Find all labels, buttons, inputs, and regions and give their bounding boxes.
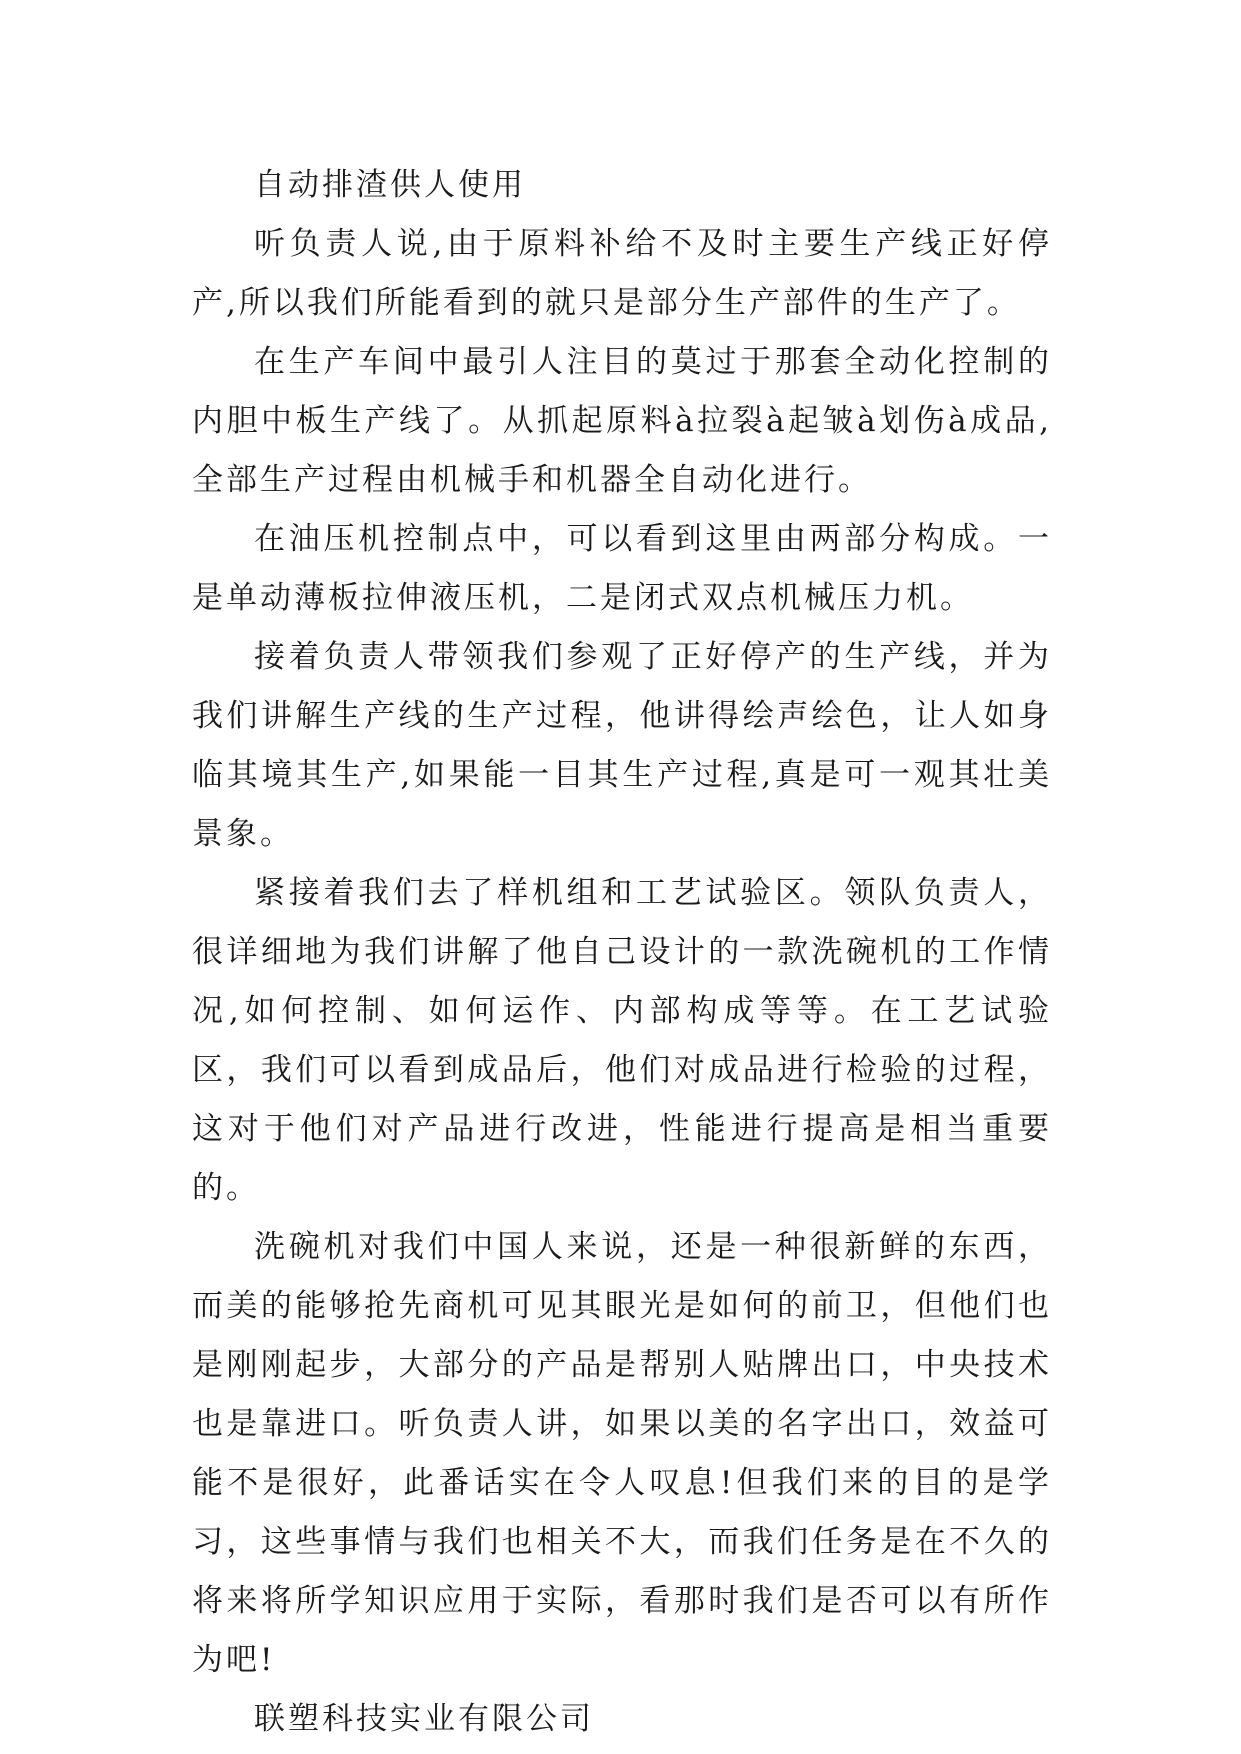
- document-body: [192, 156, 1052, 1749]
- company-name-line: 联塑科技实业有限公司: [254, 1701, 594, 1737]
- paragraph: 接着负责人带领我们参观了正好停产的生产线，并为我们讲解生产线的生产过程，他讲得绘声绘色，让人如身临其境其生产,如果能一目其生产过程,真是可一观其壮美景象。: [192, 639, 1052, 852]
- paragraph: 在生产车间中最引人注目的莫过于那套全动化控制的内胆中板生产线了。从抓起原料à拉裂à起皱à划伤à成品,全部生产过程由机械手和机器全自动化进行。: [192, 344, 1052, 498]
- paragraph-heading-line: 自动排渣供人使用: [254, 167, 526, 203]
- paragraph: 紧接着我们去了样机组和工艺试验区。领队负责人，很详细地为我们讲解了他自己设计的一款洗碗机的工作情况,如何控制、如何运作、内部构成等等。在工艺试验区，我们可以看到成品后，他们对成品进行检验的过程，这对于他们对产品进行改进，性能进行提高是相当重要的。: [192, 875, 1052, 1206]
- paragraph: 在油压机控制点中，可以看到这里由两部分构成。一是单动薄板拉伸液压机，二是闭式双点机械压力机。: [192, 521, 1052, 616]
- paragraph: 洗碗机对我们中国人来说，还是一种很新鲜的东西，而美的能够抢先商机可见其眼光是如何的前卫，但他们也是刚刚起步，大部分的产品是帮别人贴牌出口，中央技术也是靠进口。听负责人讲，如果以美的名字出口，效益可能不是很好，此番话实在令人叹息!但我们来的目的是学习，这些事情与我们也相关不大，而我们任务是在不久的将来将所学知识应用于实际，看那时我们是否可以有所作为吧!: [192, 1229, 1052, 1678]
- paragraph: 听负责人说,由于原料补给不及时主要生产线正好停产,所以我们所能看到的就只是部分生产部件的生产了。: [192, 226, 1052, 321]
